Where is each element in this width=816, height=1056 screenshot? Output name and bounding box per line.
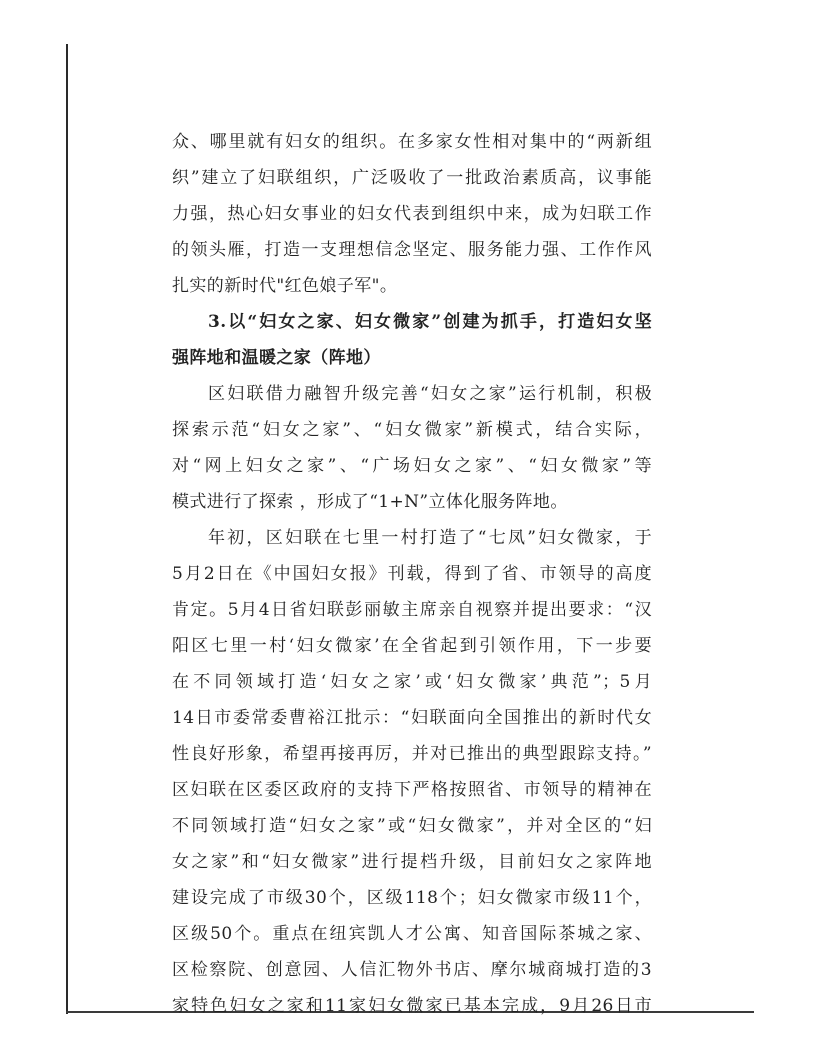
paragraph-3-line-2: 5月2日在《中国妇女报》刊载，得到了省、市领导的高度 bbox=[172, 564, 652, 584]
paragraph-3-line-10: 女之家”和“妇女微家”进行提档升级，目前妇女之家阵地 bbox=[172, 852, 652, 872]
section-heading-line-1: 3.以“妇女之家、妇女微家”创建为抓手，打造妇女坚 bbox=[208, 312, 652, 332]
paragraph-3-line-13: 区检察院、创意园、人信汇物外书店、摩尔城商城打造的3 bbox=[172, 960, 652, 980]
scan-left-edge bbox=[66, 44, 68, 1014]
paragraph-1-line-3: 力强，热心妇女事业的妇女代表到组织中来，成为妇联工作 bbox=[172, 204, 652, 224]
paragraph-1-line-2: 织”建立了妇联组织，广泛吸收了一批政治素质高，议事能 bbox=[172, 168, 652, 188]
paragraph-3-line-1: 年初，区妇联在七里一村打造了“七凤”妇女微家，于 bbox=[208, 528, 652, 548]
paragraph-1-line-1: 众、哪里就有妇女的组织。在多家女性相对集中的“两新组 bbox=[172, 132, 652, 152]
paragraph-3-line-14: 家特色妇女之家和11家妇女微家已基本完成，9月26日市 bbox=[172, 996, 652, 1016]
paragraph-3-line-4: 阳区七里一村‘妇女微家’在全省起到引领作用，下一步要 bbox=[172, 636, 652, 656]
paragraph-2-line-2: 探索示范“妇女之家”、“妇女微家”新模式，结合实际， bbox=[172, 420, 652, 440]
paragraph-3-line-8: 区妇联在区委区政府的支持下严格按照省、市领导的精神在 bbox=[172, 780, 652, 800]
paragraph-2-line-4: 模式进行了探索 ，形成了“1+N”立体化服务阵地。 bbox=[172, 492, 568, 512]
paragraph-3-line-6: 14日市委常委曹裕江批示：“妇联面向全国推出的新时代女 bbox=[172, 708, 652, 728]
paragraph-2-line-1: 区妇联借力融智升级完善“妇女之家”运行机制，积极 bbox=[208, 384, 652, 404]
paragraph-1-line-4: 的领头雁，打造一支理想信念坚定、服务能力强、工作作风 bbox=[172, 240, 652, 260]
paragraph-1-line-5: 扎实的新时代"红色娘子军"。 bbox=[172, 276, 398, 296]
paragraph-3-line-7: 性良好形象，希望再接再厉，并对已推出的典型跟踪支持。” bbox=[172, 744, 652, 764]
paragraph-3-line-9: 不同领域打造“妇女之家”或“妇女微家”，并对全区的“妇 bbox=[172, 816, 652, 836]
paragraph-3-line-11: 建设完成了市级30个，区级118个；妇女微家市级11个， bbox=[172, 888, 652, 908]
paragraph-3-line-5: 在不同领域打造‘妇女之家’或‘妇女微家’典范”；5月 bbox=[172, 672, 652, 692]
section-heading-line-2: 强阵地和温暖之家（阵地） bbox=[172, 348, 381, 368]
paragraph-3-line-3: 肯定。5月4日省妇联彭丽敏主席亲自视察并提出要求：“汉 bbox=[172, 600, 652, 620]
paragraph-2-line-3: 对“网上妇女之家”、“广场妇女之家”、“妇女微家”等 bbox=[172, 456, 652, 476]
paragraph-3-line-12: 区级50个。重点在纽宾凯人才公寓、知音国际茶城之家、 bbox=[172, 924, 652, 944]
